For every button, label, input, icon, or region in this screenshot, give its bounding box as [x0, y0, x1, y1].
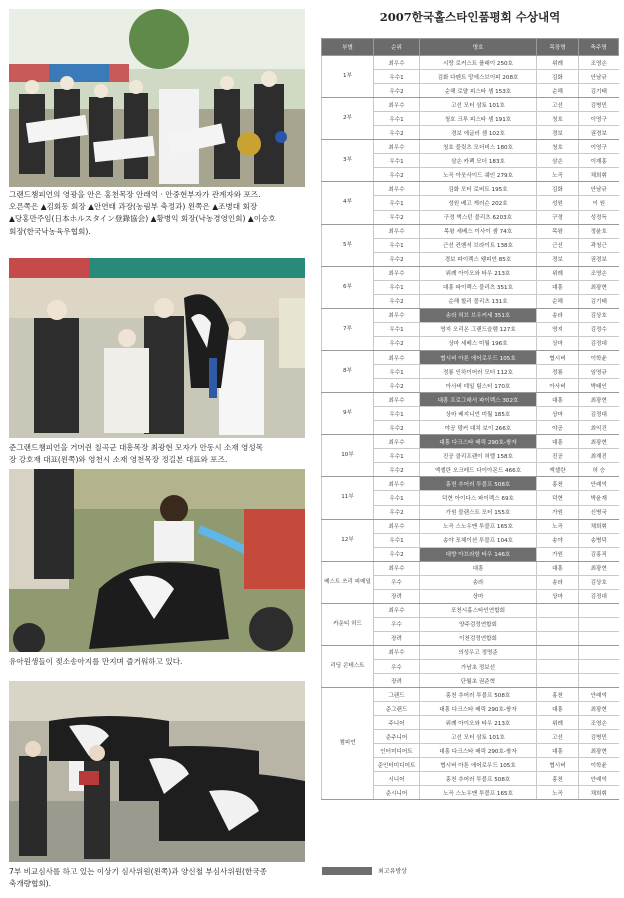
- farm-cell: 목왕: [537, 224, 579, 238]
- farm-cell: 영지: [537, 322, 579, 336]
- owner-cell: 최광현: [579, 744, 619, 758]
- owner-cell: 김정대: [579, 407, 619, 421]
- caption-line: 오른쪽은 ▲김회동 회장 ▲안연태 과장(농림부 축정과) 왼쪽은 ▲조병대 회장: [9, 202, 258, 212]
- entry-cell: 상마 세베스 미월 196호: [420, 336, 537, 350]
- rank-cell: 우수2: [374, 84, 420, 98]
- entry-cell: 순해 할리 블리츠 131호: [420, 294, 537, 308]
- rank-cell: 우수1: [374, 280, 420, 294]
- owner-cell: 채희휘: [579, 519, 619, 533]
- farm-cell: 청호: [537, 140, 579, 154]
- farm-cell: 경보: [537, 252, 579, 266]
- owner-cell: 안래억: [579, 477, 619, 491]
- rank-cell: 최우수: [374, 350, 420, 364]
- rank-cell: 최우수: [374, 56, 420, 70]
- entry-cell: 청호 블릿츠 모더비스 180호: [420, 140, 537, 154]
- rank-cell: 인터미디어트: [374, 744, 420, 758]
- table-row: [322, 224, 619, 238]
- farm-cell: 진공: [537, 449, 579, 463]
- farm-cell: [537, 631, 579, 645]
- division-cell: 12부: [322, 519, 374, 561]
- owner-cell: 최광현: [579, 702, 619, 716]
- owner-cell: 최광현: [579, 280, 619, 294]
- rank-cell: 최우수: [374, 140, 420, 154]
- photo1-caption: [9, 189, 307, 238]
- entry-cell: 아사버 데일 팀스터 170호: [420, 379, 537, 393]
- owner-cell: 안래억: [579, 688, 619, 702]
- table-row: [322, 266, 619, 280]
- division-cell: 베스트 쓰리 피메일: [322, 561, 374, 603]
- header-owner: 축주명: [579, 39, 619, 56]
- rank-cell: 우수2: [374, 463, 420, 477]
- entry-cell: 엑셀란 오크레드 다이아몬드 466호: [420, 463, 537, 477]
- division-cell: 2부: [322, 98, 374, 140]
- farm-cell: 상마: [537, 407, 579, 421]
- owner-cell: 권경보: [579, 252, 619, 266]
- owner-cell: 임영규: [579, 365, 619, 379]
- farm-cell: 대흥: [537, 280, 579, 294]
- entry-cell: 대흥 프로그래서 파이렉스 302호: [420, 393, 537, 407]
- rank-cell: 준인터미디어트: [374, 758, 420, 772]
- owner-cell: [579, 603, 619, 617]
- rank-cell: 우수1: [374, 70, 420, 84]
- farm-cell: 정룡: [537, 365, 579, 379]
- owner-cell: 김정대: [579, 589, 619, 603]
- owner-cell: 허 승: [579, 463, 619, 477]
- farm-cell: 노곡: [537, 519, 579, 533]
- farm-cell: 덕현: [537, 491, 579, 505]
- entry-cell: 상마 베지니언 미월 185호: [420, 407, 537, 421]
- owner-cell: 김기태: [579, 294, 619, 308]
- rank-cell: 최우수: [374, 645, 420, 659]
- table-row: [322, 561, 619, 575]
- legend: [322, 866, 407, 875]
- farm-cell: 홍천: [537, 772, 579, 786]
- rank-cell: 최우수: [374, 224, 420, 238]
- entry-cell: 홍천 추어러 투블프 508호: [420, 688, 537, 702]
- rank-cell: 우수2: [374, 294, 420, 308]
- owner-cell: [579, 660, 619, 674]
- entry-cell: 고선 모터 삼토 101호: [420, 730, 537, 744]
- rank-cell: 우수2: [374, 379, 420, 393]
- rank-cell: 시니어: [374, 772, 420, 786]
- farm-cell: 김화: [537, 70, 579, 84]
- rank-cell: 우수1: [374, 322, 420, 336]
- entry-cell: 포천시홀스타인연합회: [420, 603, 537, 617]
- owner-cell: 조영손: [579, 266, 619, 280]
- rank-cell: 장려: [374, 674, 420, 688]
- rank-cell: 최우수: [374, 561, 420, 575]
- owner-cell: 이재홍: [579, 154, 619, 168]
- page-title: 2007한국홀스타인품평회 수상내역: [379, 10, 561, 24]
- owner-cell: [579, 631, 619, 645]
- owner-cell: 곽청근: [579, 238, 619, 252]
- owner-cell: 이학윤: [579, 350, 619, 364]
- rank-cell: 우수2: [374, 421, 420, 435]
- header-rank: 순위: [374, 39, 420, 56]
- header-entry: 명호: [420, 39, 537, 56]
- farm-cell: 아사버: [537, 379, 579, 393]
- entry-cell: 삼손 카펙 모더 183호: [420, 154, 537, 168]
- rank-cell: 우수1: [374, 449, 420, 463]
- entry-cell: 협시버 아톤 에어로우드 105호: [420, 350, 537, 364]
- owner-cell: 최재진: [579, 449, 619, 463]
- entry-cell: 위례 아이오와 타우 213호: [420, 716, 537, 730]
- rank-cell: 장려: [374, 589, 420, 603]
- rank-cell: 최우수: [374, 477, 420, 491]
- division-cell: 4부: [322, 182, 374, 224]
- owner-cell: 이 원: [579, 196, 619, 210]
- owner-cell: 박태인: [579, 379, 619, 393]
- farm-cell: 삼손: [537, 154, 579, 168]
- legend-swatch: [322, 867, 372, 875]
- table-header-row: [322, 39, 619, 56]
- farm-cell: 홍천: [537, 688, 579, 702]
- owner-cell: [579, 674, 619, 688]
- photo4-caption: [9, 866, 307, 890]
- rank-cell: 우수1: [374, 365, 420, 379]
- entry-cell: 위례 아이오와 타우 213호: [420, 266, 537, 280]
- entry-cell: 대흥 다크스타 배릭 290호-쌍자: [420, 744, 537, 758]
- entry-cell: 홍천 추어러 투블프 508호: [420, 477, 537, 491]
- farm-cell: 협시버: [537, 350, 579, 364]
- table-row: [322, 477, 619, 491]
- entry-cell: 순해 로얄 피스타 셈 153호: [420, 84, 537, 98]
- farm-cell: 가원: [537, 547, 579, 561]
- farm-cell: 송라: [537, 308, 579, 322]
- entry-cell: 구정 벅스턴 블리츠 6203호: [420, 210, 537, 224]
- rank-cell: 우수1: [374, 196, 420, 210]
- rank-cell: 우수1: [374, 491, 420, 505]
- photo2-caption: [9, 442, 307, 466]
- entry-cell: 정룡 인하이어러 모터 112호: [420, 365, 537, 379]
- farm-cell: 대흥: [537, 744, 579, 758]
- owner-cell: 채희휘: [579, 168, 619, 182]
- entry-cell: 경보 에글러 셈 102호: [420, 126, 537, 140]
- rank-cell: 우수2: [374, 505, 420, 519]
- rank-cell: 우수2: [374, 126, 420, 140]
- entry-cell: 청호 크루 피스타 셈 191호: [420, 112, 537, 126]
- photo-children-calves: [9, 469, 305, 652]
- owner-cell: 채희휘: [579, 786, 619, 800]
- entry-cell: 홍천 추어러 투블프 508호: [420, 772, 537, 786]
- entry-cell: 양주검정연합회: [420, 617, 537, 631]
- entry-cell: 상마: [420, 589, 537, 603]
- table-row: [322, 688, 619, 702]
- rank-cell: 우수: [374, 617, 420, 631]
- caption-line: 7부 비교심사를 하고 있는 이상기 심사위원(왼쪽)과 양신철 부심사위원(한국종: [9, 867, 268, 876]
- entry-cell: 노곡 스노우맨 투블프 165호: [420, 519, 537, 533]
- table-row: [322, 645, 619, 659]
- rank-cell: 최우수: [374, 435, 420, 449]
- division-cell: 7부: [322, 308, 374, 350]
- entry-cell: 대흥 파이렉스 블리츠 351호: [420, 280, 537, 294]
- farm-cell: 대흥: [537, 393, 579, 407]
- table-row: [322, 98, 619, 112]
- rank-cell: 우수: [374, 575, 420, 589]
- farm-cell: [537, 645, 579, 659]
- table-row: [322, 140, 619, 154]
- caption-line: 준그랜드챔피언을 거머쥔 칠곡군 대흥목장 최광현 모자가 안동시 소재 영성목: [9, 443, 264, 452]
- farm-cell: 가원: [537, 505, 579, 519]
- caption-line: 유아원생들이 젖소송아지를 만지며 즐거워하고 있다.: [9, 657, 183, 666]
- rank-cell: 우수1: [374, 238, 420, 252]
- division-cell: 리딩 콘테스트: [322, 645, 374, 687]
- photo-judging: [9, 681, 305, 862]
- farm-cell: 노곡: [537, 786, 579, 800]
- owner-cell: 신병국: [579, 505, 619, 519]
- entry-cell: 송라: [420, 575, 537, 589]
- owner-cell: 최익건: [579, 421, 619, 435]
- rank-cell: 우수2: [374, 210, 420, 224]
- table-row: [322, 393, 619, 407]
- farm-cell: 순해: [537, 84, 579, 98]
- rank-cell: 최우수: [374, 266, 420, 280]
- farm-cell: 성원: [537, 196, 579, 210]
- rank-cell: 최우수: [374, 519, 420, 533]
- photo-award-ceremony: [9, 9, 305, 187]
- entry-cell: 김화 다펜트 망에스브이피 208호: [420, 70, 537, 84]
- farm-cell: 김화: [537, 182, 579, 196]
- table-row: [322, 519, 619, 533]
- farm-cell: 송라: [537, 575, 579, 589]
- entry-cell: 대흥 다크스타 배릭 290호-쌍자: [420, 435, 537, 449]
- entry-cell: 시랑 로커스트 플래이 250호: [420, 56, 537, 70]
- rank-cell: 우수2: [374, 252, 420, 266]
- table-row: [322, 308, 619, 322]
- farm-cell: 위례: [537, 716, 579, 730]
- farm-cell: 위례: [537, 56, 579, 70]
- farm-cell: 구정: [537, 210, 579, 224]
- farm-cell: 송야: [537, 533, 579, 547]
- rank-cell: 최우수: [374, 98, 420, 112]
- owner-cell: 조영손: [579, 56, 619, 70]
- caption-line: ▲당홍만주임(日本ホルスタイン登錄協会) ▲황병익 회장(낙농경영인회) ▲이승호: [9, 214, 276, 224]
- farm-cell: 홍천: [537, 477, 579, 491]
- farm-cell: 고선: [537, 98, 579, 112]
- owner-cell: 안래억: [579, 772, 619, 786]
- table-row: [322, 435, 619, 449]
- entry-cell: 대향 아브라함 타우 146호: [420, 547, 537, 561]
- rank-cell: 최우수: [374, 182, 420, 196]
- owner-cell: [579, 617, 619, 631]
- entry-cell: 가원 블랜스트 모터 155호: [420, 505, 537, 519]
- owner-cell: 김병민: [579, 730, 619, 744]
- caption-line: 회장(한국낙농육우협회).: [9, 226, 91, 236]
- entry-cell: 진공 클리프랜이 허렐 158호: [420, 449, 537, 463]
- farm-cell: 대흥: [537, 702, 579, 716]
- farm-cell: [537, 617, 579, 631]
- farm-cell: 고선: [537, 730, 579, 744]
- owner-cell: 김기태: [579, 84, 619, 98]
- division-cell: 카운티 허드: [322, 603, 374, 645]
- farm-cell: [537, 603, 579, 617]
- owner-cell: 김상호: [579, 308, 619, 322]
- caption-line: 그랜드챔피언의 영광을 안은 홍천목장 안래억 · 안중현부자가 관계자와 포즈.: [9, 190, 261, 199]
- farm-cell: 상마: [537, 336, 579, 350]
- photo3-caption: [9, 656, 307, 668]
- division-cell: 8부: [322, 350, 374, 392]
- division-cell: 11부: [322, 477, 374, 519]
- legend-label: 최고유방상: [378, 868, 407, 875]
- rank-cell: 최우수: [374, 308, 420, 322]
- rank-cell: 주니어: [374, 716, 420, 730]
- rank-cell: 우수1: [374, 112, 420, 126]
- rank-cell: 우수2: [374, 336, 420, 350]
- farm-cell: 대흥: [537, 435, 579, 449]
- awards-table-body: [322, 56, 619, 800]
- owner-cell: [579, 645, 619, 659]
- owner-cell: 김정수: [579, 322, 619, 336]
- owner-cell: 권경보: [579, 126, 619, 140]
- division-cell: 5부: [322, 224, 374, 266]
- farm-cell: 위례: [537, 266, 579, 280]
- entry-cell: 김화 모터 로버트 195호: [420, 182, 537, 196]
- table-row: [322, 603, 619, 617]
- entry-cell: 야공 텡커 대치 보이 266호: [420, 421, 537, 435]
- division-cell: 9부: [322, 393, 374, 435]
- farm-cell: 엑셀란: [537, 463, 579, 477]
- rank-cell: 우수: [374, 660, 420, 674]
- entry-cell: 고선 모터 삼토 101호: [420, 98, 537, 112]
- entry-cell: 목왕 세베스 이사이 셈 74호: [420, 224, 537, 238]
- farm-cell: 협시버: [537, 758, 579, 772]
- entry-cell: 노곡 아웃사이드 쉐인 279호: [420, 168, 537, 182]
- entry-cell: 영지 오리온 그랜드슬램 127호: [420, 322, 537, 336]
- owner-cell: 박윤재: [579, 491, 619, 505]
- entry-cell: 경보 파이렉스 웽피언 85호: [420, 252, 537, 266]
- division-cell: 3부: [322, 140, 374, 182]
- owner-cell: 안남규: [579, 70, 619, 84]
- farm-cell: [537, 674, 579, 688]
- owner-cell: 안남규: [579, 182, 619, 196]
- rank-cell: 준그랜드: [374, 702, 420, 716]
- rank-cell: 우수2: [374, 547, 420, 561]
- owner-cell: 최광현: [579, 561, 619, 575]
- header-farm: 목장명: [537, 39, 579, 56]
- farm-cell: 근선: [537, 238, 579, 252]
- entry-cell: 대흥: [420, 561, 537, 575]
- owner-cell: 조영손: [579, 716, 619, 730]
- rank-cell: 장려: [374, 631, 420, 645]
- photo-reserve-champion: [9, 258, 305, 438]
- farm-cell: 경보: [537, 126, 579, 140]
- entry-cell: 이천검정연합회: [420, 631, 537, 645]
- header-division: 부별: [322, 39, 374, 56]
- entry-cell: 단월초 권준혁: [420, 674, 537, 688]
- entry-cell: 덕현 아이다스 파이렉스 69호: [420, 491, 537, 505]
- farm-cell: 노곡: [537, 168, 579, 182]
- entry-cell: 근선 컨벤셔 브라이트 138호: [420, 238, 537, 252]
- table-row: [322, 182, 619, 196]
- owner-cell: 김홍직: [579, 547, 619, 561]
- table-row: [322, 56, 619, 70]
- owner-cell: 최광현: [579, 393, 619, 407]
- entry-cell: 가남초 정보선: [420, 660, 537, 674]
- division-cell: 챔피언: [322, 688, 374, 800]
- caption-line: 장 강호재 대표(왼쪽)와 영천시 소재 영천목장 정길본 대표와 포즈.: [9, 455, 228, 465]
- owner-cell: 김병민: [579, 98, 619, 112]
- entry-cell: 의성우고 정명준: [420, 645, 537, 659]
- farm-cell: 순해: [537, 294, 579, 308]
- rank-cell: 우수1: [374, 407, 420, 421]
- entry-cell: 노곡 스노우맨 투블프 165호: [420, 786, 537, 800]
- entry-cell: 협시버 아톤 에어로우드 105호: [420, 758, 537, 772]
- awards-table: [321, 38, 619, 800]
- entry-cell: 성원 베고 게러슨 202호: [420, 196, 537, 210]
- owner-cell: 김정대: [579, 336, 619, 350]
- owner-cell: 김상호: [579, 575, 619, 589]
- rank-cell: 우수1: [374, 533, 420, 547]
- entry-cell: 대흥 다크스타 배릭 290호-쌍자: [420, 702, 537, 716]
- farm-cell: 상마: [537, 589, 579, 603]
- owner-cell: 이영구: [579, 112, 619, 126]
- owner-cell: 이학윤: [579, 758, 619, 772]
- rank-cell: 최우수: [374, 393, 420, 407]
- entry-cell: 송야 포헤이션 투블프 104호: [420, 533, 537, 547]
- rank-cell: 준주니어: [374, 730, 420, 744]
- owner-cell: 송병덕: [579, 533, 619, 547]
- rank-cell: 우수2: [374, 168, 420, 182]
- owner-cell: 이영구: [579, 140, 619, 154]
- owner-cell: 최광현: [579, 435, 619, 449]
- farm-cell: 청호: [537, 112, 579, 126]
- rank-cell: 그랜드: [374, 688, 420, 702]
- rank-cell: 준시니어: [374, 786, 420, 800]
- division-cell: 1부: [322, 56, 374, 98]
- table-row: [322, 350, 619, 364]
- owner-cell: 성정득: [579, 210, 619, 224]
- division-cell: 6부: [322, 266, 374, 308]
- caption-line: 축개량협회).: [9, 879, 52, 889]
- owner-cell: 정윤호: [579, 224, 619, 238]
- farm-cell: 야공: [537, 421, 579, 435]
- farm-cell: [537, 660, 579, 674]
- farm-cell: 대흥: [537, 561, 579, 575]
- entry-cell: 송라 허브 브우커세 351호: [420, 308, 537, 322]
- division-cell: 10부: [322, 435, 374, 477]
- rank-cell: 우수1: [374, 154, 420, 168]
- rank-cell: 최우수: [374, 603, 420, 617]
